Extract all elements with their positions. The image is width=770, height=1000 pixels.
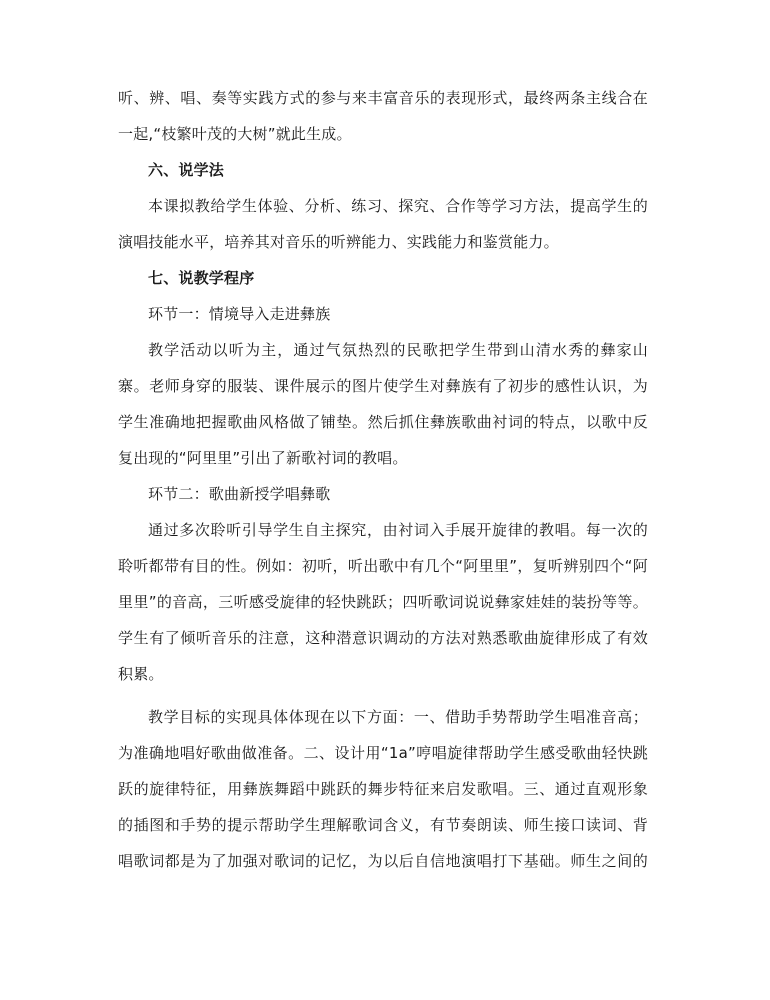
text-line: 跃的旋律特征，用彝族舞蹈中跳跃的舞步特征来启发歌唱。三、通过直观形象 — [118, 780, 648, 798]
text-line: 演唱技能水平，培养其对音乐的听辨能力、实践能力和鉴赏能力。 — [118, 233, 559, 251]
text-line: 里里”的音高，三听感受旋律的轻快跳跃；四听歌词说说彝家娃娃的装扮等等。 — [118, 593, 648, 611]
text-line: 学生有了倾听音乐的注意，这种潜意识调动的方法对熟悉歌曲旋律形成了有效 — [118, 629, 648, 647]
document-page — [118, 88, 648, 872]
text-line: 聆听都带有目的性。例如：初听，听出歌中有几个“阿里里”，复听辨别四个“阿 — [118, 557, 648, 575]
text-line: 教学目标的实现具体体现在以下方面：一、借助手势帮助学生唱准音高； — [148, 708, 648, 726]
text-line: 本课拟教给学生体验、分析、练习、探究、合作等学习方法，提高学生的 — [148, 197, 648, 215]
text-line: 一起,“枝繁叶茂的大树”就此生成。 — [118, 125, 352, 143]
text-line: 学生准确地把握歌曲风格做了铺垫。然后抓住彝族歌曲衬词的特点，以歌中反 — [118, 413, 648, 431]
subsection-heading: 环节二：歌曲新授学唱彝歌 — [148, 485, 331, 503]
text-line: 教学活动以听为主，通过气氛热烈的民歌把学生带到山清水秀的彝家山 — [148, 341, 648, 359]
text-line: 复出现的“阿里里”引出了新歌衬词的教唱。 — [118, 449, 408, 467]
section-heading: 七、说教学程序 — [148, 269, 255, 287]
text-line: 唱歌词都是为了加强对歌词的记忆，为以后自信地演唱打下基础。师生之间的 — [118, 852, 648, 870]
text-line: 积累。 — [118, 665, 164, 683]
text-line: 为准确地唱好歌曲做准备。二、设计用“1a”哼唱旋律帮助学生感受歌曲轻快跳 — [118, 744, 648, 762]
text-line: 通过多次聆听引导学生自主探究，由衬词入手展开旋律的教唱。每一次的 — [148, 521, 648, 539]
section-heading: 六、说学法 — [148, 161, 225, 179]
subsection-heading: 环节一：情境导入走进彝族 — [148, 305, 331, 323]
text-line: 寨。老师身穿的服装、课件展示的图片使学生对彝族有了初步的感性认识，为 — [118, 377, 648, 395]
text-line: 的插图和手势的提示帮助学生理解歌词含义，有节奏朗读、师生接口读词、背 — [118, 816, 648, 834]
text-line: 听、辨、唱、奏等实践方式的参与来丰富音乐的表现形式，最终两条主线合在 — [118, 89, 648, 107]
